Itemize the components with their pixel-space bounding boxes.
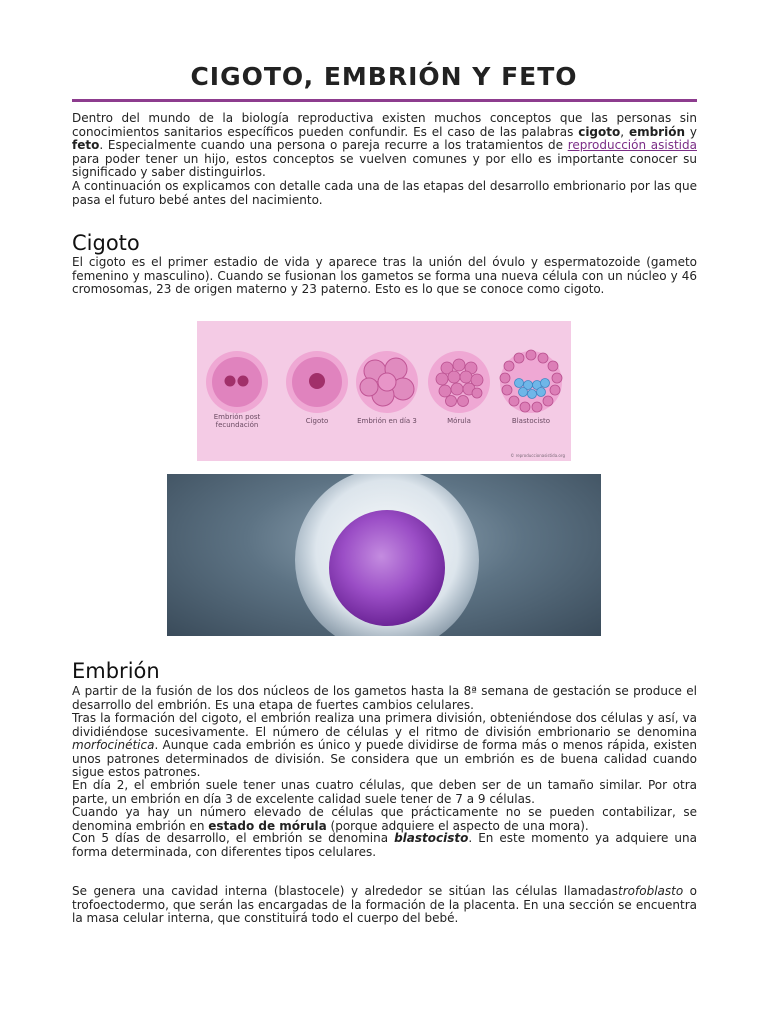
stage-label: Cigoto bbox=[305, 417, 329, 425]
term-trofoblasto: trofoblasto bbox=[618, 884, 684, 898]
embrion-text: . En este momento ya adquiere una forma determinada, con diferentes tipos celulares. bbox=[72, 831, 697, 859]
title-divider bbox=[72, 99, 697, 102]
intro-paragraph-1 bbox=[72, 112, 697, 180]
intro-paragraph-2: A continuación os explicamos con detalle cada una de las etapas del desarrollo embrionario por las que pasa el futuro bebé antes del nacimiento. bbox=[72, 179, 697, 207]
embrion-paragraph-6 bbox=[72, 885, 697, 926]
embrion-heading: Embrión bbox=[72, 659, 160, 683]
embrion-paragraph-3: En día 2, el embrión suele tener unas cuatro células, que deben ser de un tamaño similar. Por otra parte, un embrión en día 3 de excelente calidad suele tener de 7 a 9 células. bbox=[72, 778, 697, 806]
cigoto-paragraph: El cigoto es el primer estadio de vida y aparece tras la unión del óvulo y espermatozoide (gameto femenino y masculino). Cuando se fusionan los gametos se forma una nueva célula con un núcleo y 46 cromosomas, 23 de origen materno y 23 paterno. Esto es lo que se conoce como cigoto. bbox=[72, 255, 697, 296]
term-feto: feto bbox=[72, 138, 100, 152]
stage-label: Blastocisto bbox=[511, 417, 551, 425]
image-credit: © reproduccionasistida.org bbox=[510, 453, 565, 458]
embrion-text: Se genera una cavidad interna (blastocele) y alrededor se sitúan las células llamadas bbox=[72, 884, 619, 898]
intro-text: . Especialmente cuando una persona o pareja recurre a los tratamientos de bbox=[99, 138, 568, 152]
cytoplasm bbox=[329, 510, 445, 626]
reproduccion-asistida-link[interactable]: reproducción asistida bbox=[567, 138, 697, 152]
term-blastocisto: blastocisto bbox=[394, 831, 469, 845]
embryo-stages-illustration bbox=[197, 321, 571, 461]
stage-label: Embrión en día 3 bbox=[357, 417, 417, 425]
intro-separator: , bbox=[620, 124, 629, 139]
cell-photo bbox=[167, 474, 601, 636]
cigoto-heading: Cigoto bbox=[72, 231, 140, 255]
stage-label: Embrión post fecundación bbox=[213, 413, 261, 429]
embrion-text: Cuando ya hay un número elevado de células que prácticamente no se pueden contabilizar, se denomina embrión en bbox=[72, 805, 697, 833]
embrion-text: (porque adquiere el aspecto de una mora). bbox=[326, 818, 589, 833]
embrion-paragraph-5 bbox=[72, 832, 697, 859]
embrion-text: Tras la formación del cigoto, el embrión realiza una primera división, obteniéndose dos células y así, va dividiéndose sucesivamente. El número de células y el ritmo de división embrionario se denomina bbox=[72, 711, 697, 739]
term-estado-de-morula: estado de mórula bbox=[208, 818, 327, 833]
intro-text: Dentro del mundo de la biología reproductiva existen muchos conceptos que las personas sin conocimientos sanitarios específicos pueden confundir. Es el caso de las palabras bbox=[72, 111, 697, 139]
embrion-paragraph-1: A partir de la fusión de los dos núcleos de los gametos hasta la 8ª semana de gestación se produce el desarrollo del embrión. Es una etapa de fuertes cambios celulares. bbox=[72, 684, 697, 712]
embrion-text: o trofoectodermo, que serán las encargadas de la formación de la placenta. En una sección se encuentra la masa celular interna, que constituirá todo el cuerpo del bebé. bbox=[72, 884, 697, 925]
term-embrion: embrión bbox=[628, 124, 686, 139]
document-title: CIGOTO, EMBRIÓN Y FETO bbox=[190, 62, 578, 91]
stage-label: Mórula bbox=[447, 417, 471, 425]
embryo-stages-diagram bbox=[197, 321, 571, 461]
intro-separator: y bbox=[685, 124, 697, 139]
embrion-paragraph-4 bbox=[72, 806, 697, 833]
term-morfocinetica: morfocinética bbox=[72, 738, 155, 752]
term-cigoto: cigoto bbox=[578, 124, 621, 139]
embrion-paragraph-2 bbox=[72, 712, 697, 780]
intro-text: para poder tener un hijo, estos conceptos se vuelven comunes y por ello es importante conocer su significado y saber distinguirlos. bbox=[72, 151, 697, 179]
cell-illustration bbox=[167, 474, 601, 636]
embrion-text: Con 5 días de desarrollo, el embrión se denomina bbox=[72, 831, 395, 845]
embrion-text: . Aunque cada embrión es único y puede dividirse de forma más o menos rápida, existen unos patrones determinados de división. Se considera que un embrión es de buena calidad cuando sigue estos patrones. bbox=[72, 738, 697, 779]
